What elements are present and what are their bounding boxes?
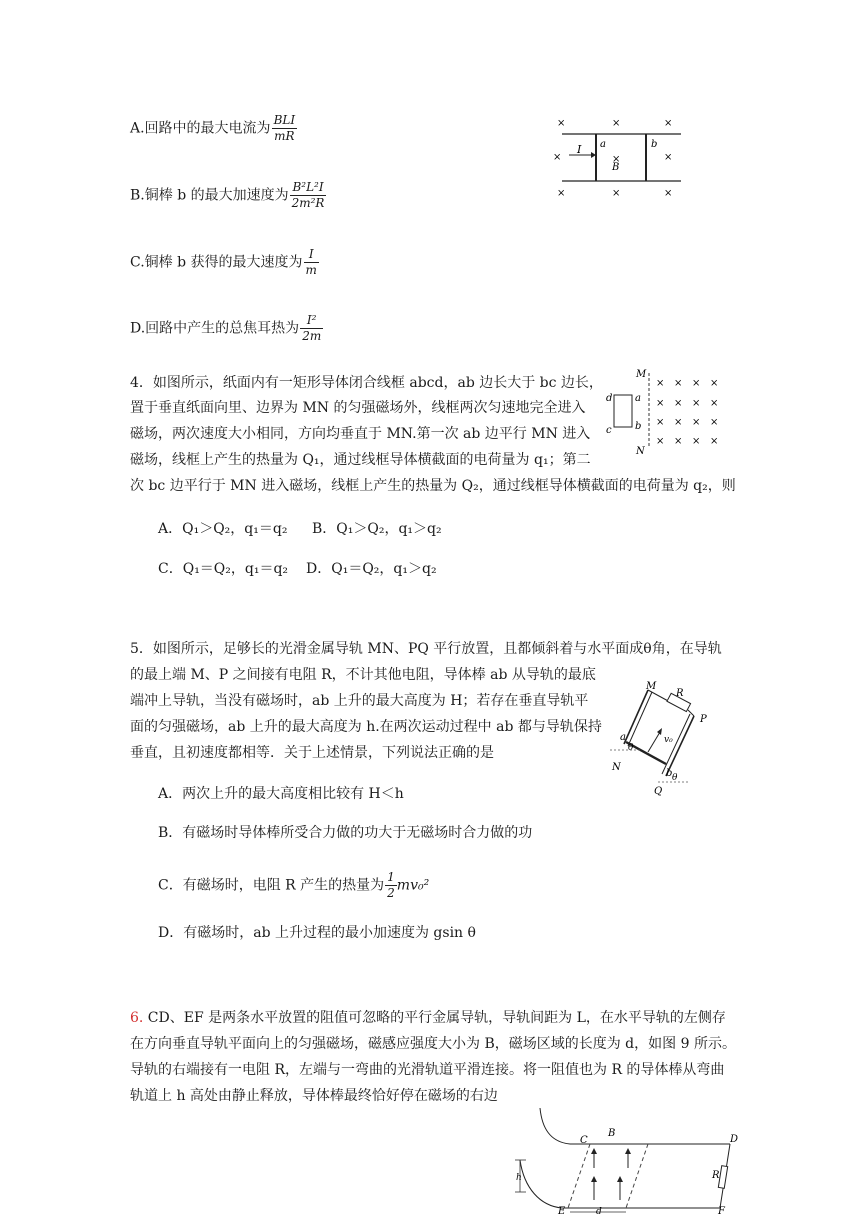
fraction-denominator: 2m²R: [291, 196, 325, 210]
q3-option-b: [130, 180, 326, 211]
q4-line-3: 磁场，两次速度大小相同，方向均垂直于 MN.第一次 ab 边平行 MN 进入: [130, 426, 591, 442]
q3-option-c: [130, 247, 319, 278]
q3-option-c-text: C.铜棒 b 获得的最大速度为: [130, 254, 303, 271]
q5-line-3: 端冲上导轨，当没有磁场时，ab 上升的最大高度为 H；若存在垂直导轨平: [130, 693, 589, 709]
magnetic-field-crosses: [656, 378, 718, 447]
cross-mark: ×: [674, 436, 683, 447]
fraction-denominator: m: [305, 263, 317, 277]
label-r: R: [676, 688, 684, 699]
cross-mark: ×: [553, 152, 562, 163]
q4-line-2: 置于垂直纸面向里、边界为 MN 的匀强磁场外，线框两次匀速地完全进入: [130, 400, 586, 416]
q6-line-1: [130, 1008, 726, 1028]
cross-mark: ×: [692, 378, 701, 389]
q6-figure: [512, 1106, 750, 1216]
fraction-numerator: 1: [387, 870, 395, 884]
q6-number: 6.: [130, 1010, 144, 1026]
label-c: c: [606, 425, 612, 436]
label-a: a: [635, 393, 641, 404]
arrow-head: [625, 1148, 631, 1154]
label-v0: v₀: [664, 735, 673, 745]
label-d: D: [730, 1134, 739, 1145]
label-d-length: d: [596, 1207, 602, 1216]
cross-mark: ×: [664, 188, 673, 199]
q3-option-d: [130, 313, 323, 344]
label-b: b: [666, 768, 673, 779]
label-i: I: [577, 143, 582, 156]
arrow-head: [617, 1176, 623, 1182]
label-a: a: [620, 732, 626, 743]
rail-mn-outer: [624, 690, 648, 744]
label-q: Q: [654, 786, 663, 797]
q5-line-4: 面的匀强磁场，ab 上升的最大高度为 h.在两次运动过程中 ab 都与导轨保持: [130, 719, 602, 735]
label-r: R: [712, 1170, 720, 1181]
cross-mark: ×: [674, 378, 683, 389]
cross-mark: ×: [656, 398, 665, 409]
q5-option-c: [158, 870, 429, 901]
cross-mark: ×: [710, 417, 719, 428]
field-boundary-left: [568, 1144, 590, 1208]
label-a: a: [600, 139, 606, 150]
wire-frame: [614, 395, 632, 427]
cross-mark: ×: [674, 417, 683, 428]
arrow-head: [591, 1176, 597, 1182]
label-n: N: [636, 446, 645, 457]
q5-figure: [608, 680, 718, 798]
q5-option-c-term: mv₀²: [396, 877, 430, 894]
cross-mark: ×: [664, 152, 673, 163]
q5-option-b: B．有磁场时导体棒所受合力做的功大于无磁场时合力做的功: [158, 825, 533, 841]
fraction-numerator: I: [304, 247, 319, 263]
cross-mark: ×: [656, 417, 665, 428]
q3-option-a: [130, 113, 297, 144]
q5-line-2: 的最上端 M、P 之间接有电阻 R，不计其他电阻，导体棒 ab 从导轨的最底: [130, 667, 596, 683]
q4-line-4: 磁场，线框上产生的热量为 Q₁，通过线框导体横截面的电荷量为 q₁；第二: [130, 452, 591, 468]
cross-mark: ×: [656, 378, 665, 389]
fraction-denominator: 2: [387, 886, 395, 900]
fraction-numerator: BLI: [273, 113, 296, 127]
cross-mark: ×: [557, 118, 566, 129]
label-e: E: [558, 1206, 566, 1216]
label-theta-q: θ: [672, 773, 678, 783]
label-b: b: [635, 421, 642, 432]
q4-option-c: C．Q₁＝Q₂，q₁＝q₂: [158, 561, 289, 577]
label-p: P: [700, 714, 707, 725]
label-c: C: [580, 1135, 588, 1146]
fraction-denominator: 2m: [302, 329, 322, 343]
q5-line-5: 垂直，且初速度都相等．关于上述情景，下列说法正确的是: [130, 745, 494, 761]
cross-mark: ×: [710, 378, 719, 389]
q5-option-c-fraction: [385, 870, 397, 901]
q5-option-c-text: C．有磁场时，电阻 R 产生的热量为: [158, 877, 385, 894]
q3-option-a-fraction: [272, 113, 298, 144]
cross-mark: ×: [710, 436, 719, 447]
arrow-head: [591, 1148, 597, 1154]
label-m: M: [646, 681, 657, 692]
q4-option-d: D．Q₁＝Q₂，q₁＞q₂: [306, 561, 437, 577]
top-wire-right: [688, 710, 694, 716]
q3-option-c-fraction: [304, 247, 319, 278]
q6-line-2: 在方向垂直导轨平面向上的匀强磁场，磁感应强度大小为 B，磁场区域的长度为 d，如图 9 所示。: [130, 1036, 736, 1052]
q5-option-d: D．有磁场时，ab 上升过程的最小加速度为 gsin θ: [158, 925, 476, 941]
label-theta-n: θ: [628, 743, 634, 753]
cross-mark: ×: [692, 417, 701, 428]
fraction-numerator: I²: [300, 313, 323, 329]
velocity-arrow: [648, 732, 660, 752]
cross-mark: ×: [612, 188, 621, 199]
q3-option-a-text: A.回路中的最大电流为: [130, 120, 271, 137]
curved-track-top: [540, 1108, 570, 1144]
q3-option-b-text: B.铜棒 b 的最大加速度为: [130, 187, 289, 204]
q3-figure: [545, 110, 695, 200]
label-b: b: [651, 139, 658, 150]
resistor-r: [718, 1166, 727, 1189]
q4-option-b: B．Q₁＞Q₂，q₁＞q₂: [312, 521, 442, 537]
q6-line-1-text: CD、EF 是两条水平放置的阻值可忽略的平行金属导轨，导轨间距为 L，在水平导轨的左侧存: [143, 1010, 726, 1026]
q3-option-b-fraction: [290, 180, 327, 211]
arrow-head: [657, 728, 662, 735]
cross-mark: ×: [612, 118, 621, 129]
cross-mark: ×: [692, 398, 701, 409]
label-f: F: [718, 1206, 725, 1216]
fraction-numerator: B²L²I: [290, 180, 327, 196]
cross-mark: ×: [656, 436, 665, 447]
cross-mark: ×: [664, 118, 673, 129]
cross-mark: ×: [557, 188, 566, 199]
q6-line-3: 导轨的右端接有一电阻 R，左端与一弯曲的光滑轨道平滑连接。将一阻值也为 R 的导体棒从弯曲: [130, 1062, 725, 1078]
q4-line-1: 4．如图所示，纸面内有一矩形导体闭合线框 abcd，ab 边长大于 bc 边长，: [130, 375, 603, 391]
cross-mark: ×: [674, 398, 683, 409]
fraction-denominator: mR: [274, 129, 295, 143]
label-b: B: [608, 1128, 616, 1139]
label-h: h: [516, 1173, 522, 1183]
q4-line-5: 次 bc 边平行于 MN 进入磁场，线框上产生的热量为 Q₂，通过线框导体横截面的电荷量为 q₂，则: [130, 478, 736, 494]
q4-figure: [600, 363, 730, 458]
cross-mark: ×: [692, 436, 701, 447]
cross-mark: ×: [710, 398, 719, 409]
rail-mn-inner: [628, 692, 652, 746]
cross-mark: ×: [612, 154, 621, 165]
q5-option-a: A．两次上升的最大高度相比较有 H＜h: [158, 786, 404, 802]
q3-option-d-fraction: [300, 313, 323, 344]
label-n: N: [612, 762, 621, 773]
label-d: d: [606, 393, 613, 404]
label-field-b: B: [612, 162, 620, 173]
q6-line-4: 轨道上 h 高处由静止释放，导体棒最终恰好停在磁场的右边: [130, 1088, 498, 1104]
curved-track-bottom: [520, 1160, 562, 1208]
q5-line-1: 5．如图所示，足够长的光滑金属导轨 MN、PQ 平行放置，且都倾斜着与水平面成θ角，在导轨: [130, 641, 722, 657]
q4-option-a: A．Q₁＞Q₂，q₁＝q₂: [158, 521, 288, 537]
rail-pq-outer: [666, 716, 694, 776]
q3-option-d-text: D.回路中产生的总焦耳热为: [130, 320, 300, 337]
label-m: M: [636, 369, 647, 380]
